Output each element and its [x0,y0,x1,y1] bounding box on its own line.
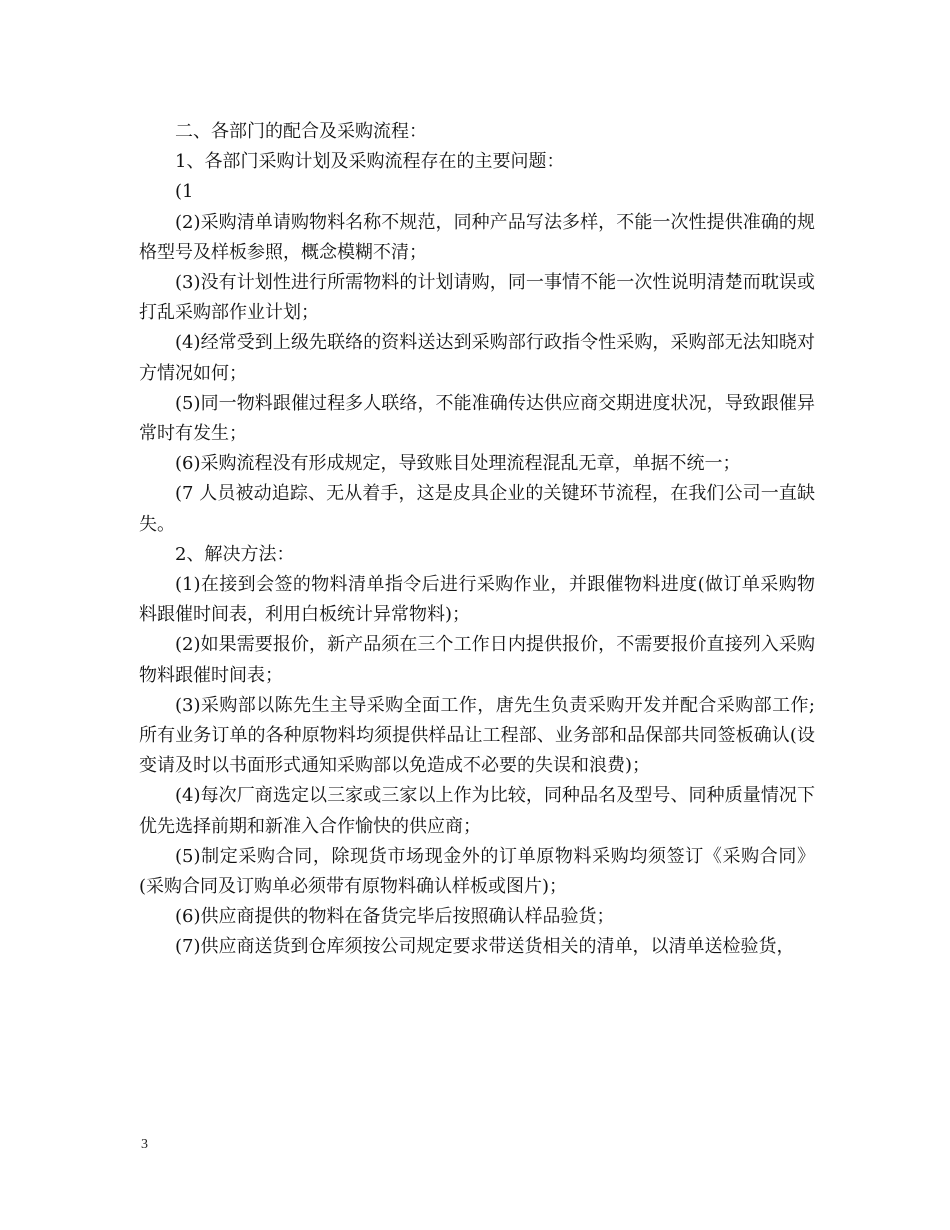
solution-item-5: (5)制定采购合同，除现货市场现金外的订单原物料采购均须签订《采购合同》(采购合同及订购单必须带有原物料确认样板或图片)； [139,845,815,898]
problem-item-1: (1 [175,181,194,203]
problem-item-5: (5)同一物料跟催过程多人联络，不能准确传达供应商交期进度状况，导致跟催异常时有发生； [139,392,815,445]
solution-item-2: (2)如果需要报价，新产品须在三个工作日内提供报价，不需要报价直接列入采购物料跟催时间表； [139,634,815,686]
problem-item-7: (7 人员被动追踪、无从着手，这是皮具企业的关键环节流程，在我们公司一直缺失。 [139,483,815,535]
problem-item-4: (4)经常受到上级先联络的资料送达到采购部行政指令性采购，采购部无法知晓对方情况如何； [139,332,815,384]
solution-item-6: (6)供应商提供的物料在备货完毕后按照确认样品验货； [175,906,615,928]
solution-item-1: (1)在接到会签的物料清单指令后进行采购作业，并跟催物料进度(做订单采购物料跟催时间表，利用白板统计异常物料)； [139,574,815,626]
problem-item-2: (2)采购清单请购物料名称不规范，同种产品写法多样，不能一次性提供准确的规格型号及样板参照，概念模糊不清； [139,211,815,263]
document-body [139,117,815,963]
subsection-heading-solutions: 2、解决方法： [175,543,295,565]
page-number: 3 [141,1137,148,1152]
solution-item-7: (7)供应商送货到仓库须按公司规定要求带送货相关的清单，以清单送检验货， [175,936,795,958]
subsection-heading-problems: 1、各部门采购计划及采购流程存在的主要问题： [175,151,565,173]
problem-item-3: (3)没有计划性进行所需物料的计划请购，同一事情不能一次性说明清楚而耽误或打乱采购部作业计划； [139,272,815,324]
solution-item-4: (4)每次厂商选定以三家或三家以上作为比较，同种品名及型号、同种质量情况下优先选择前期和新准入合作愉快的供应商； [139,785,815,837]
section-heading: 二、各部门的配合及采购流程： [175,121,427,142]
solution-item-3: (3)采购部以陈先生主导采购全面工作，唐先生负责采购开发并配合采购部工作;所有业务订单的各种原物料均须提供样品让工程部、业务部和品保部共同签板确认(设变请及时以书面形式通知采购部以免造成不必要的失误和浪费)； [139,694,815,777]
problem-item-6: (6)采购流程没有形成规定，导致账目处理流程混乱无章，单据不统一； [175,453,741,475]
